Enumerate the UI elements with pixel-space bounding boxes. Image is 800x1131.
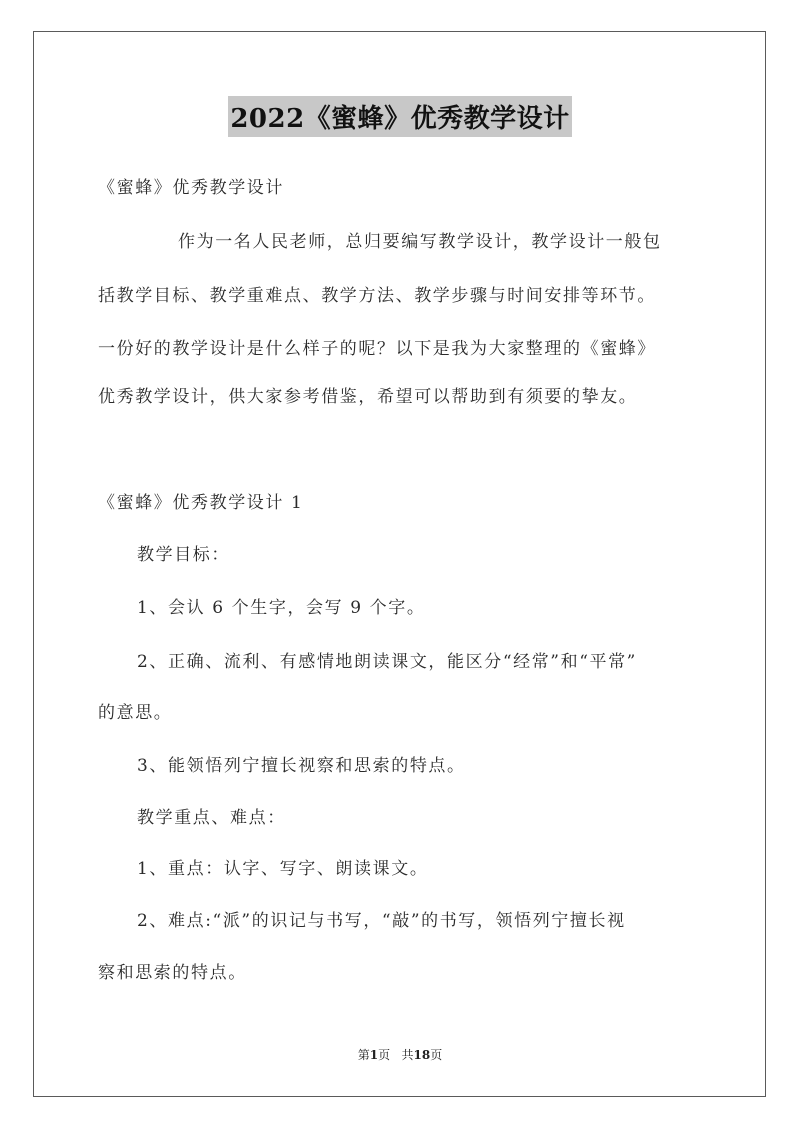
document-title-block: [0, 96, 800, 137]
body-line-5: 3、能领悟列宁擅长视察和思索的特点。: [137, 756, 466, 776]
document-title: 2022《蜜蜂》优秀教学设计: [228, 96, 571, 137]
body-line-6: 教学重点、难点：: [137, 808, 286, 828]
page-footer: [0, 1046, 800, 1063]
footer-suffix: 页: [430, 1048, 443, 1062]
body-line-7: 1、重点：认字、写字、朗读课文。: [137, 859, 429, 879]
footer-prefix: 第: [357, 1048, 370, 1062]
footer-page-number: 1: [369, 1048, 379, 1062]
intro-line-3: 一份好的教学设计是什么样子的呢？以下是我为大家整理的《蜜蜂》: [98, 339, 656, 359]
body-line-9: 察和思索的特点。: [98, 963, 247, 983]
body-line-8: 2、难点:“派”的识记与书写，“敲”的书写，领悟列宁擅长视: [137, 911, 626, 931]
body-line-4: 的意思。: [98, 703, 173, 723]
intro-line-2: 括教学目标、教学重难点、教学方法、教学步骤与时间安排等环节。: [98, 286, 656, 306]
footer-total-pages: 18: [413, 1048, 431, 1062]
footer-middle: 页 共: [378, 1048, 414, 1062]
intro-line-4: 优秀教学设计，供大家参考借鉴，希望可以帮助到有须要的挚友。: [98, 387, 638, 407]
intro-line-1: 作为一名人民老师，总归要编写教学设计，教学设计一般包: [178, 232, 662, 252]
body-line-3: 2、正确、流利、有感情地朗读课文，能区分“经常”和“平常”: [137, 652, 637, 672]
subtitle: 《蜜蜂》优秀教学设计: [98, 178, 284, 198]
section-heading: 《蜜蜂》优秀教学设计 1: [98, 493, 304, 513]
body-line-2: 1、会认 6 个生字，会写 9 个字。: [137, 598, 426, 618]
body-line-1: 教学目标：: [137, 545, 230, 565]
